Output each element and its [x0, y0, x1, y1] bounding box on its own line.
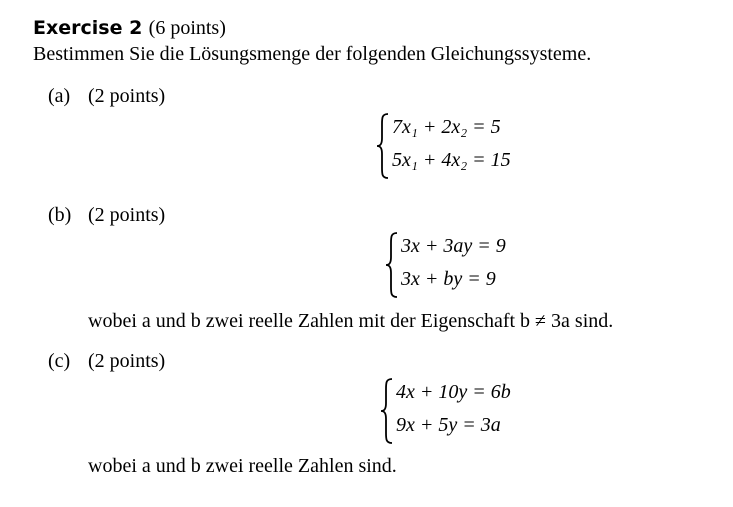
part-a-brace — [374, 112, 390, 180]
part-b-points: (2 points) — [88, 204, 166, 226]
part-c-label: (c) — [48, 350, 71, 372]
part-c-equation-2: 9x + 5y = 3a — [396, 414, 501, 436]
part-b-brace — [383, 231, 399, 299]
exercise-label: Exercise 2 — [33, 17, 143, 39]
exercise-points: (6 points) — [148, 17, 226, 39]
exercise-instruction: Bestimmen Sie die Lösungsmenge der folgenden Gleichungssysteme. — [33, 43, 592, 65]
part-b-label: (b) — [48, 204, 72, 226]
part-c-points: (2 points) — [88, 350, 166, 372]
part-b-note: wobei a und b zwei reelle Zahlen mit der Eigenschaft b ≠ 3a sind. — [88, 310, 614, 332]
exercise-title — [33, 15, 226, 40]
part-c-note: wobei a und b zwei reelle Zahlen sind. — [88, 455, 397, 477]
part-c-equation-1: 4x + 10y = 6b — [396, 381, 511, 403]
part-b-equation-2: 3x + by = 9 — [401, 268, 496, 290]
part-a-equation-1: 7x₁ + 2x₂ = 5 — [392, 116, 501, 138]
part-a-points: (2 points) — [88, 85, 166, 107]
part-a-label: (a) — [48, 85, 71, 107]
part-c-brace — [378, 377, 394, 445]
part-a-equation-2: 5x₁ + 4x₂ = 15 — [392, 149, 511, 171]
part-b-equation-1: 3x + 3ay = 9 — [401, 235, 506, 257]
